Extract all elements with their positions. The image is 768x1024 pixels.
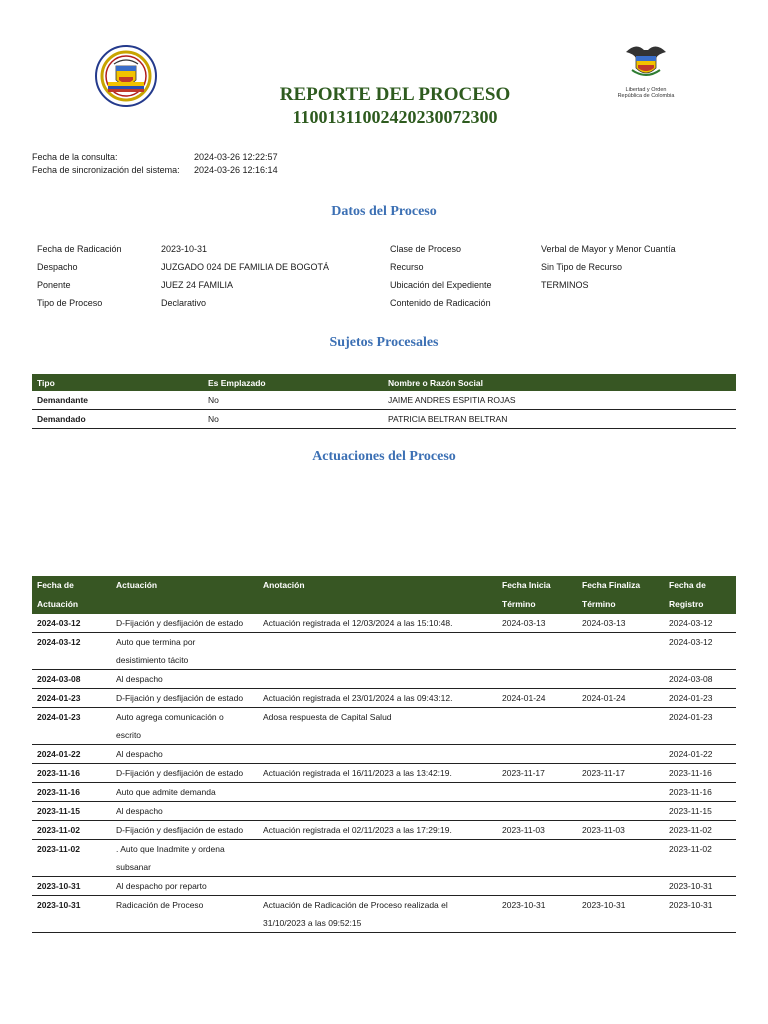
table-row (32, 896, 736, 933)
anotacion (258, 745, 497, 764)
table-row (32, 670, 736, 689)
sujeto-tipo: Demandante (32, 391, 203, 410)
fecha-inicia-termino (497, 877, 577, 896)
header-line: Fecha Finaliza (582, 580, 641, 590)
fecha-actuacion: 2023-10-31 (32, 877, 111, 896)
col-header-fecha-registro (664, 576, 736, 614)
consulta-meta (32, 150, 278, 176)
anotacion-line: Actuación registrada el 23/01/2024 a las 09:43:12. (263, 693, 453, 703)
meta-value: 2024-03-26 12:22:57 (194, 151, 278, 162)
col-header-fecha-actuacion (32, 576, 111, 614)
fecha-registro: 2023-11-16 (664, 783, 736, 802)
sujeto-nombre: JAIME ANDRES ESPITIA ROJAS (383, 391, 736, 410)
fecha-actuacion: 2024-01-23 (32, 689, 111, 708)
fecha-registro: 2024-03-08 (664, 670, 736, 689)
condor-shield-icon (622, 40, 670, 82)
fecha-registro: 2024-03-12 (664, 633, 736, 670)
sujetos-header-row (32, 374, 736, 391)
table-row (32, 802, 736, 821)
meta-row (32, 150, 278, 163)
fecha-inicia-termino (497, 708, 577, 745)
fecha-actuacion: 2023-11-16 (32, 764, 111, 783)
sujetos-table (32, 374, 736, 429)
actuacion (111, 633, 258, 670)
table-row (32, 614, 736, 633)
fecha-finaliza-termino: 2024-01-24 (577, 689, 664, 708)
actuacion-line: D-Fijación y desfijación de estado (116, 825, 244, 835)
actuacion (111, 840, 258, 877)
datos-proceso (37, 240, 741, 312)
fecha-registro: 2023-10-31 (664, 896, 736, 933)
actuacion-line: D-Fijación y desfijación de estado (116, 693, 244, 703)
datos-label: Clase de Proceso (390, 244, 462, 254)
meta-value: 2024-03-26 12:16:14 (194, 164, 278, 175)
actuacion-line: . Auto que Inadmite y ordena (116, 844, 225, 854)
anotacion (258, 614, 497, 633)
fecha-inicia-termino: 2024-03-13 (497, 614, 577, 633)
col-header-emplazado: Es Emplazado (203, 374, 383, 391)
table-row (32, 708, 736, 745)
col-header-fecha-finaliza (577, 576, 664, 614)
header-line: Fecha Inicia (502, 580, 551, 590)
fecha-registro: 2023-10-31 (664, 877, 736, 896)
fecha-actuacion: 2024-03-12 (32, 633, 111, 670)
radicado-number: 11001311002420230072300 (292, 107, 498, 127)
actuacion (111, 764, 258, 783)
fecha-actuacion: 2024-03-08 (32, 670, 111, 689)
actuacion-line: Auto agrega comunicación o (116, 712, 224, 722)
datos-row (37, 294, 741, 312)
actuacion (111, 708, 258, 745)
fecha-finaliza-termino (577, 745, 664, 764)
fecha-inicia-termino (497, 745, 577, 764)
fecha-inicia-termino: 2023-10-31 (497, 896, 577, 933)
fecha-inicia-termino: 2024-01-24 (497, 689, 577, 708)
actuacion-line: escrito (116, 730, 142, 740)
header-line: Actuación (116, 580, 158, 590)
table-row (32, 745, 736, 764)
actuacion-line: Auto que termina por (116, 637, 196, 647)
datos-label: Ubicación del Expediente (390, 280, 492, 290)
fecha-actuacion: 2024-03-12 (32, 614, 111, 633)
anotacion-line: Adosa respuesta de Capital Salud (263, 712, 392, 722)
col-header-anotacion (258, 576, 497, 614)
datos-label: Ponente (37, 280, 71, 290)
datos-label: Despacho (37, 262, 78, 272)
actuacion (111, 802, 258, 821)
fecha-finaliza-termino: 2023-11-03 (577, 821, 664, 840)
header-line: Registro (669, 599, 704, 609)
report-title: REPORTE DEL PROCESO (279, 84, 511, 105)
fecha-registro: 2023-11-02 (664, 840, 736, 877)
anotacion (258, 708, 497, 745)
anotacion (258, 840, 497, 877)
actuacion (111, 745, 258, 764)
datos-value: JUZGADO 024 DE FAMILIA DE BOGOTÁ (161, 262, 330, 272)
anotacion-line: Actuación de Radicación de Proceso realizada el (263, 900, 448, 910)
section-title-sujetos: Sujetos Procesales (329, 335, 439, 350)
fecha-finaliza-termino: 2023-10-31 (577, 896, 664, 933)
header-line: Fecha de (669, 580, 706, 590)
fecha-finaliza-termino (577, 802, 664, 821)
fecha-finaliza-termino: 2024-03-13 (577, 614, 664, 633)
actuacion (111, 877, 258, 896)
fecha-actuacion: 2024-01-22 (32, 745, 111, 764)
sujeto-nombre: PATRICIA BELTRAN BELTRAN (383, 410, 736, 429)
section-title-actuaciones: Actuaciones del Proceso (312, 449, 456, 464)
header-line: Actuación (37, 599, 79, 609)
actuacion (111, 896, 258, 933)
fecha-registro: 2024-03-12 (664, 614, 736, 633)
fecha-actuacion: 2023-11-02 (32, 840, 111, 877)
header-line: Fecha de (37, 580, 74, 590)
col-header-nombre: Nombre o Razón Social (383, 374, 736, 391)
fecha-inicia-termino: 2023-11-03 (497, 821, 577, 840)
fecha-finaliza-termino (577, 670, 664, 689)
fecha-actuacion: 2023-11-02 (32, 821, 111, 840)
fecha-finaliza-termino (577, 708, 664, 745)
fecha-inicia-termino (497, 633, 577, 670)
anotacion (258, 764, 497, 783)
actuaciones-header-row (32, 576, 736, 614)
table-row (32, 764, 736, 783)
fecha-finaliza-termino (577, 840, 664, 877)
anotacion-line: 31/10/2023 a las 09:52:15 (263, 918, 362, 928)
fecha-finaliza-termino (577, 633, 664, 670)
fecha-registro: 2023-11-02 (664, 821, 736, 840)
anotacion (258, 896, 497, 933)
anotacion (258, 821, 497, 840)
datos-value: JUEZ 24 FAMILIA (161, 280, 234, 290)
datos-value: 2023-10-31 (161, 244, 208, 254)
anotacion-line: Actuación registrada el 02/11/2023 a las 17:29:19. (263, 825, 452, 835)
table-row (32, 840, 736, 877)
table-row (32, 783, 736, 802)
fecha-inicia-termino (497, 670, 577, 689)
actuacion-line: Al despacho (116, 806, 163, 816)
table-row (32, 821, 736, 840)
fecha-inicia-termino (497, 783, 577, 802)
actuacion (111, 689, 258, 708)
fecha-finaliza-termino (577, 783, 664, 802)
sujeto-tipo: Demandado (32, 410, 203, 429)
col-header-actuacion (111, 576, 258, 614)
fecha-registro: 2024-01-23 (664, 689, 736, 708)
datos-value: TERMINOS (541, 280, 589, 290)
actuacion-line: Radicación de Proceso (116, 900, 204, 910)
header-line: Término (502, 599, 536, 609)
anotacion (258, 670, 497, 689)
table-row (32, 410, 736, 429)
actuacion (111, 670, 258, 689)
datos-label: Tipo de Proceso (37, 298, 103, 308)
anotacion (258, 877, 497, 896)
datos-row (37, 276, 741, 294)
escudo-colombia-logo (606, 40, 686, 104)
datos-label: Fecha de Radicación (37, 244, 122, 254)
header-line: Anotación (263, 580, 305, 590)
fecha-inicia-termino: 2023-11-17 (497, 764, 577, 783)
fecha-registro: 2023-11-15 (664, 802, 736, 821)
actuacion-line: Al despacho por reparto (116, 881, 207, 891)
header-line: Término (582, 599, 616, 609)
actuacion-line: desistimiento tácito (116, 655, 189, 665)
datos-label: Contenido de Radicación (390, 298, 491, 308)
fecha-inicia-termino (497, 802, 577, 821)
actuacion-line: D-Fijación y desfijación de estado (116, 618, 244, 628)
table-row (32, 877, 736, 896)
escudo-caption-1: Libertad y Orden (625, 87, 667, 93)
fecha-finaliza-termino (577, 877, 664, 896)
meta-row (32, 163, 278, 176)
col-header-tipo: Tipo (32, 374, 203, 391)
actuaciones-table (32, 576, 736, 933)
table-row (32, 391, 736, 410)
fecha-registro: 2024-01-22 (664, 745, 736, 764)
sujeto-emplazado: No (203, 410, 383, 429)
actuacion-line: Auto que admite demanda (116, 787, 216, 797)
actuacion-line: subsanar (116, 862, 151, 872)
fecha-registro: 2024-01-23 (664, 708, 736, 745)
table-row (32, 689, 736, 708)
meta-label: Fecha de sincronización del sistema: (32, 164, 180, 175)
actuacion (111, 614, 258, 633)
anotacion-line: Actuación registrada el 12/03/2024 a las 15:10:48. (263, 618, 453, 628)
fecha-actuacion: 2023-10-31 (32, 896, 111, 933)
datos-value: Sin Tipo de Recurso (541, 262, 623, 272)
anotacion-line: Actuación registrada el 16/11/2023 a las 13:42:19. (263, 768, 452, 778)
fecha-inicia-termino (497, 840, 577, 877)
actuacion-line: Al despacho (116, 749, 163, 759)
actuacion (111, 783, 258, 802)
actuacion-line: D-Fijación y desfijación de estado (116, 768, 244, 778)
fecha-finaliza-termino: 2023-11-17 (577, 764, 664, 783)
datos-row (37, 258, 741, 276)
actuacion (111, 821, 258, 840)
section-title-datos: Datos del Proceso (331, 204, 437, 219)
fecha-actuacion: 2023-11-15 (32, 802, 111, 821)
actuacion-line: Al despacho (116, 674, 163, 684)
rama-judicial-logo (86, 44, 166, 108)
anotacion (258, 689, 497, 708)
datos-row (37, 240, 741, 258)
anotacion (258, 633, 497, 670)
sujeto-emplazado: No (203, 391, 383, 410)
anotacion (258, 802, 497, 821)
datos-value: Verbal de Mayor y Menor Cuantía (541, 244, 676, 254)
col-header-fecha-inicia (497, 576, 577, 614)
fecha-actuacion: 2023-11-16 (32, 783, 111, 802)
table-row (32, 633, 736, 670)
anotacion (258, 783, 497, 802)
datos-value: Declarativo (161, 298, 207, 308)
datos-label: Recurso (390, 262, 424, 272)
fecha-registro: 2023-11-16 (664, 764, 736, 783)
escudo-caption-2: República de Colombia (617, 93, 675, 99)
fecha-actuacion: 2024-01-23 (32, 708, 111, 745)
meta-label: Fecha de la consulta: (32, 151, 118, 162)
